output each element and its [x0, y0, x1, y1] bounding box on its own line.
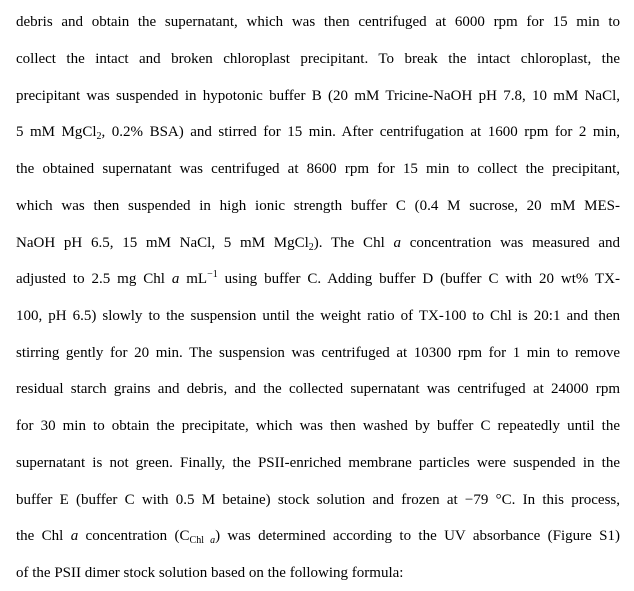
text-line-15: the Chl a concentration $(C_{Chl a})$ was determined according to the UV absorbance (Figure S1)	[16, 528, 620, 546]
text-line-1: debris and obtain the supernatant, which was then centrifuged at 6000 rpm for 15 min to	[16, 14, 620, 30]
text-line-10: stirring gently for 20 min. The suspension was centrifuged at 10300 rpm for 1 min to remove	[16, 345, 620, 361]
text-line-2: collect the intact and broken chloroplast precipitant. To break the intact chloroplast, the	[16, 51, 620, 67]
text-line-4: 5 mM MgCl$_2$, 0.2% BSA) and stirred for 15 min. After centrifugation at 1600 rpm for 2 min,	[16, 124, 620, 142]
text-line-12: for 30 min to obtain the precipitate, which was then washed by buffer C repeatedly until the	[16, 418, 620, 434]
text-line-8: adjusted to 2.5 mg Chl a $mL^{-1}$ using buffer C. Adding buffer D (buffer C with 20 wt% TX-	[16, 269, 620, 287]
text-line-11: residual starch grains and debris, and the collected supernatant was centrifuged at 24000 rpm	[16, 381, 620, 397]
text-line-6: which was then suspended in high ionic strength buffer C (0.4 M sucrose, 20 mM MES-	[16, 198, 620, 214]
text-line-16: of the PSII dimer stock solution based on the following formula:	[16, 565, 404, 581]
text-line-13: supernatant is not green. Finally, the PSII-enriched membrane particles were suspended in the	[16, 455, 620, 471]
text-line-5: the obtained supernatant was centrifuged at 8600 rpm for 15 min to collect the precipitant,	[16, 161, 620, 177]
text-line-14: buffer E (buffer C with 0.5 M betaine) stock solution and frozen at −79 °C. In this process,	[16, 492, 620, 508]
text-line-9: 100, pH 6.5) slowly to the suspension until the weight ratio of TX-100 to Chl is 20:1 and then	[16, 308, 620, 324]
text-line-3: precipitant was suspended in hypotonic buffer B (20 mM Tricine-NaOH pH 7.8, 10 mM NaCl,	[16, 88, 620, 104]
text-line-7: NaOH pH 6.5, 15 mM NaCl, 5 mM MgCl$_2$). The Chl a concentration was measured and	[16, 235, 620, 253]
